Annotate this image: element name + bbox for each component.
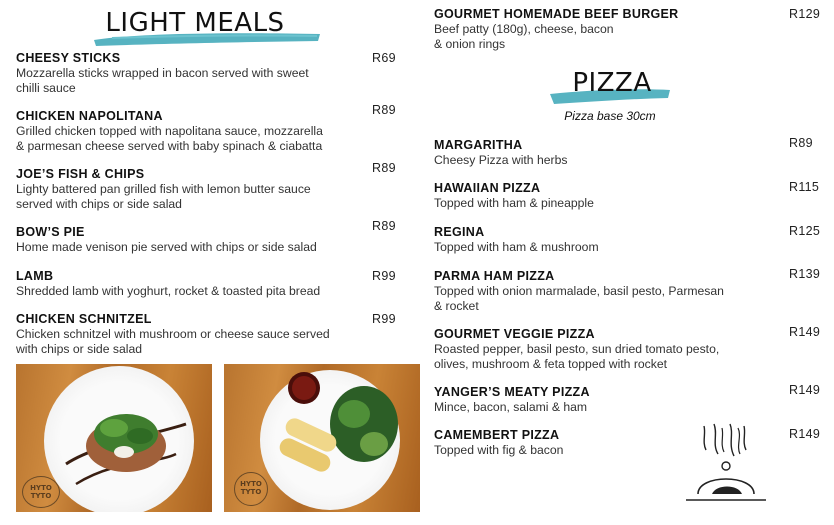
food-photo-wraps (224, 364, 420, 512)
item-name: CHEESY STICKS (16, 51, 121, 65)
item-name: CHICKEN SCHNITZEL (16, 312, 152, 326)
cloche-icon (684, 422, 784, 506)
menu-item-lamb (16, 269, 371, 299)
menu-item-camembert-pizza (434, 428, 684, 458)
item-desc: Mozzarella sticks wrapped in bacon served with sweet (16, 66, 309, 80)
item-desc: Topped with onion marmalade, basil pesto, Parmesan (434, 284, 724, 298)
item-desc: Beef patty (180g), cheese, bacon (434, 22, 614, 36)
item-desc: Shredded lamb with yoghurt, rocket & toasted pita bread (16, 284, 321, 298)
item-name: MARGARITHA (434, 138, 523, 152)
menu-item-veggie-pizza (434, 327, 774, 372)
item-name: CAMEMBERT PIZZA (434, 428, 560, 442)
item-price: R89 (372, 103, 396, 117)
item-price: R129 (789, 7, 821, 21)
item-price: R69 (372, 51, 396, 65)
item-name: JOE’S FISH & CHIPS (16, 167, 145, 181)
item-name: CHICKEN NAPOLITANA (16, 109, 163, 123)
item-price: R149 (789, 325, 821, 339)
menu-item-fish-and-chips (16, 167, 366, 212)
menu-item-chicken-napolitana (16, 109, 376, 154)
item-name: YANGER’S MEATY PIZZA (434, 385, 590, 399)
stamp-text: HYTO (240, 480, 262, 488)
item-name: GOURMET VEGGIE PIZZA (434, 327, 595, 341)
stamp-text: TYTO (240, 488, 262, 496)
stamp-text: HYTO (30, 484, 52, 492)
item-desc: olives, mushroom & feta topped with rocket (434, 357, 668, 371)
pizza-subtitle: Pizza base 30cm (564, 109, 656, 123)
item-desc: Topped with ham & mushroom (434, 240, 599, 254)
item-desc: & onion rings (434, 37, 506, 51)
item-name: REGINA (434, 225, 485, 239)
item-desc: Grilled chicken topped with napolitana sauce, mozzarella (16, 124, 323, 138)
item-desc: with chips or side salad (16, 342, 142, 356)
item-price: R149 (789, 383, 821, 397)
logo-stamp (234, 472, 268, 506)
menu-item-margaritha (434, 138, 764, 168)
item-name: HAWAIIAN PIZZA (434, 181, 541, 195)
item-price: R89 (372, 161, 396, 175)
item-desc: chilli sauce (16, 81, 76, 95)
item-desc: & rocket (434, 299, 479, 313)
item-price: R89 (789, 136, 813, 150)
stamp-text: TYTO (30, 492, 52, 500)
item-desc: Chicken schnitzel with mushroom or cheese sauce served (16, 327, 330, 341)
menu-item-hawaiian-pizza (434, 181, 764, 211)
item-price: R115 (789, 180, 820, 194)
item-name: GOURMET HOMEMADE BEEF BURGER (434, 7, 679, 21)
menu-item-parma-ham-pizza (434, 269, 774, 314)
logo-stamp (22, 476, 60, 508)
menu-item-meaty-pizza (434, 385, 764, 415)
item-price: R125 (789, 224, 821, 238)
item-desc: Topped with ham & pineapple (434, 196, 594, 210)
item-price: R139 (789, 267, 821, 281)
item-desc: Topped with fig & bacon (434, 443, 564, 457)
menu-item-chicken-schnitzel (16, 312, 371, 357)
item-desc: Cheesy Pizza with herbs (434, 153, 568, 167)
item-price: R89 (372, 219, 396, 233)
pizza-heading: PIZZA (572, 68, 652, 98)
item-desc: Home made venison pie served with chips or side salad (16, 240, 317, 254)
item-desc: served with chips or side salad (16, 197, 182, 211)
item-name: PARMA HAM PIZZA (434, 269, 555, 283)
item-desc: Mince, bacon, salami & ham (434, 400, 588, 414)
item-price: R149 (789, 427, 821, 441)
food-photo-lamb (16, 364, 212, 512)
menu-item-beef-burger (434, 7, 764, 52)
light-meals-heading: LIGHT MEALS (105, 8, 285, 38)
item-name: LAMB (16, 269, 54, 283)
item-desc: & parmesan cheese served with baby spinach & ciabatta (16, 139, 323, 153)
menu-item-regina (434, 225, 764, 255)
item-price: R99 (372, 312, 396, 326)
menu-item-cheesy-sticks (16, 51, 366, 96)
item-desc: Roasted pepper, basil pesto, sun dried tomato pesto, (434, 342, 720, 356)
item-price: R99 (372, 269, 396, 283)
menu-item-bows-pie (16, 225, 366, 255)
item-name: BOW’S PIE (16, 225, 85, 239)
item-desc: Lighty battered pan grilled fish with lemon butter sauce (16, 182, 311, 196)
